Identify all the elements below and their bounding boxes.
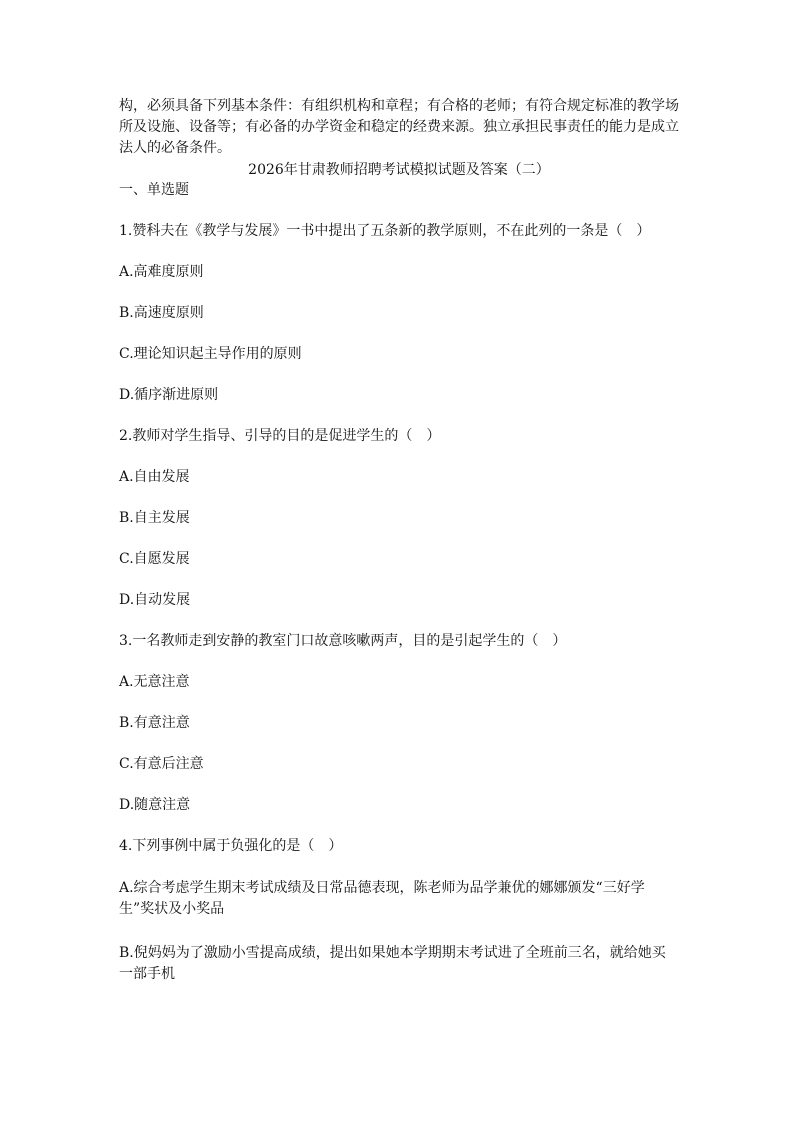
option-4b [119, 943, 679, 985]
option-text: B.高速度原则 [119, 305, 204, 321]
option-1a [119, 263, 679, 281]
option-text: B.倪妈妈为了激励小雪提高成绩，提出如果她本学期期末考试进了全班前三名，就给她买一部手机 [119, 945, 666, 982]
option-2b [119, 509, 679, 527]
option-text: C.理论知识起主导作用的原则 [119, 346, 302, 362]
option-2a [119, 468, 679, 486]
option-1b [119, 304, 679, 322]
option-text: C.有意后注意 [119, 756, 204, 772]
question-stem: 4.下列事例中属于负强化的是（ ） [119, 838, 343, 854]
option-3a [119, 673, 679, 691]
option-text: A.自由发展 [119, 469, 190, 485]
option-3b [119, 714, 679, 732]
option-text: A.无意注意 [119, 674, 190, 690]
option-text: A.综合考虑学生期末考试成绩及日常品德表现，陈老师为品学兼优的娜娜颁发“三好学生”奖状及小奖品 [119, 880, 645, 917]
option-text: A.高难度原则 [119, 264, 204, 280]
question-1 [119, 222, 679, 240]
option-1c [119, 345, 679, 363]
intro-paragraph: 构，必须具备下列基本条件：有组织机构和章程；有合格的老师；有符合规定标准的教学场所及设施、设备等；有必备的办学资金和稳定的经费来源。独立承担民事责任的能力是成立法人的必备条件。 [119, 98, 679, 156]
page-title: 2026年甘肃教师招聘考试模拟试题及答案（二） [248, 162, 550, 178]
option-1d [119, 386, 679, 404]
question-2 [119, 427, 679, 445]
option-text: D.自动发展 [119, 592, 191, 608]
option-2d [119, 591, 679, 609]
option-text: C.自愿发展 [119, 551, 190, 567]
question-stem: 3.一名教师走到安静的教室门口故意咳嗽两声，目的是引起学生的（ ） [119, 633, 567, 649]
option-2c [119, 550, 679, 568]
option-3d [119, 796, 679, 814]
option-text: D.随意注意 [119, 797, 191, 813]
question-stem: 1.赞科夫在《教学与发展》一书中提出了五条新的教学原则，不在此列的一条是（ ） [119, 223, 651, 239]
question-stem: 2.教师对学生指导、引导的目的是促进学生的（ ） [119, 428, 441, 444]
document-page [119, 96, 679, 985]
question-4 [119, 837, 679, 855]
option-text: B.自主发展 [119, 510, 190, 526]
option-3c [119, 755, 679, 773]
section-heading: 一、单选题 [119, 182, 189, 198]
option-text: D.循序渐进原则 [119, 387, 219, 403]
option-text: B.有意注意 [119, 715, 190, 731]
question-3 [119, 632, 679, 650]
option-4a [119, 878, 679, 920]
